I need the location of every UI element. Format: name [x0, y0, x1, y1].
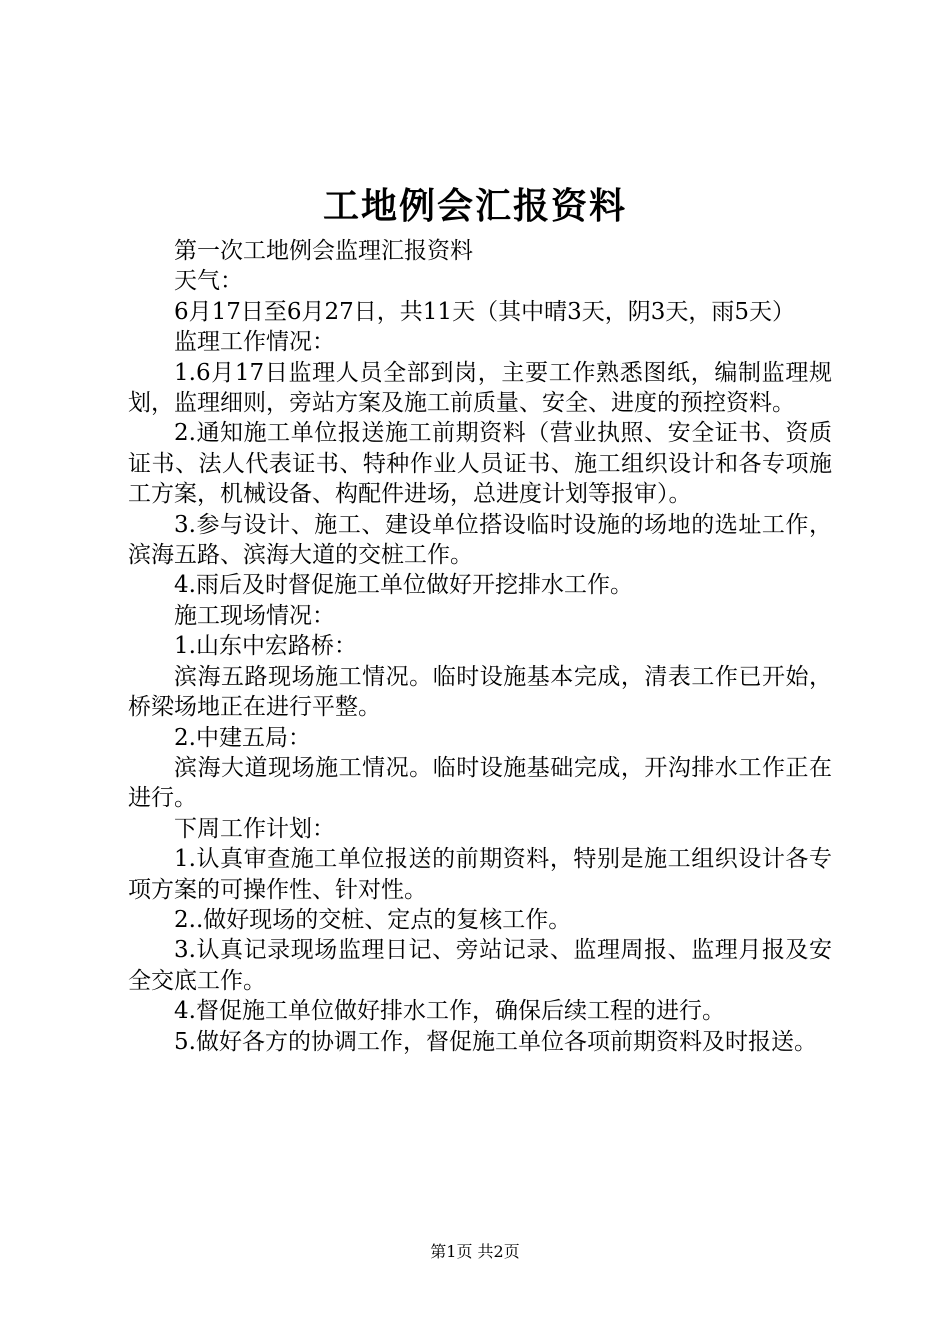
paragraph-site-label: 施工现场情况： — [174, 602, 335, 629]
paragraph-plan-item-3: 3.认真记录现场监理日记、旁站记录、监理周报、监理月报及安全交底工作。 — [128, 937, 832, 994]
paragraph-plan-item-5: 5.做好各方的协调工作，督促施工单位各项前期资料及时报送。 — [174, 1028, 817, 1055]
document-body — [128, 236, 832, 1057]
paragraph-plan-item-1: 1.认真审查施工单位报送的前期资料，特别是施工组织设计各专项方案的可操作性、针对性。 — [128, 846, 832, 903]
paragraph-supervision-item-1: 1.6月17日监理人员全部到岗，主要工作熟悉图纸，编制监理规划，监理细则，旁站方案及施工前质量、安全、进度的预控资料。 — [128, 359, 832, 417]
paragraph-plan-item-2: 2..做好现场的交桩、定点的复核工作。 — [174, 906, 572, 933]
page-number-footer: 第1页 共2页 — [430, 1242, 520, 1261]
paragraph-supervision-item-2: 2.通知施工单位报送施工前期资料（营业执照、安全证书、资质证书、法人代表证书、特种作业人员证书、施工组织设计和各专项施工方案，机械设备、构配件进场，总进度计划等报审）。 — [128, 420, 832, 508]
paragraph-supervision-item-4: 4.雨后及时督促施工单位做好开挖排水工作。 — [174, 572, 633, 599]
page-title: 工地例会汇报资料 — [322, 185, 627, 227]
paragraph-supervision-item-3: 3.参与设计、施工、建设单位搭设临时设施的场地的选址工作，滨海五路、滨海大道的交桩工作。 — [128, 511, 832, 569]
paragraph-plan-item-4: 4.督促施工单位做好排水工作，确保后续工程的进行。 — [174, 998, 725, 1025]
paragraph-heading: 第一次工地例会监理汇报资料 — [174, 238, 473, 264]
paragraph-weather-detail: 6月17日至6月27日，共11天（其中晴3天，阴3天，雨5天） — [174, 298, 795, 325]
paragraph-site-item-1: 1.山东中宏路桥： — [174, 633, 357, 660]
paragraph-site-item-2: 2.中建五局： — [174, 724, 311, 751]
paragraph-plan-label: 下周工作计划： — [174, 815, 335, 842]
paragraph-site-item-2-detail: 滨海大道现场施工情况。临时设施基础完成，开沟排水工作正在进行。 — [128, 754, 832, 812]
paragraph-weather-label: 天气： — [174, 268, 243, 295]
paragraph-site-item-1-detail: 滨海五路现场施工情况。临时设施基本完成，清表工作已开始，桥梁场地正在进行平整。 — [128, 663, 832, 721]
paragraph-supervision-label: 监理工作情况： — [174, 329, 335, 356]
